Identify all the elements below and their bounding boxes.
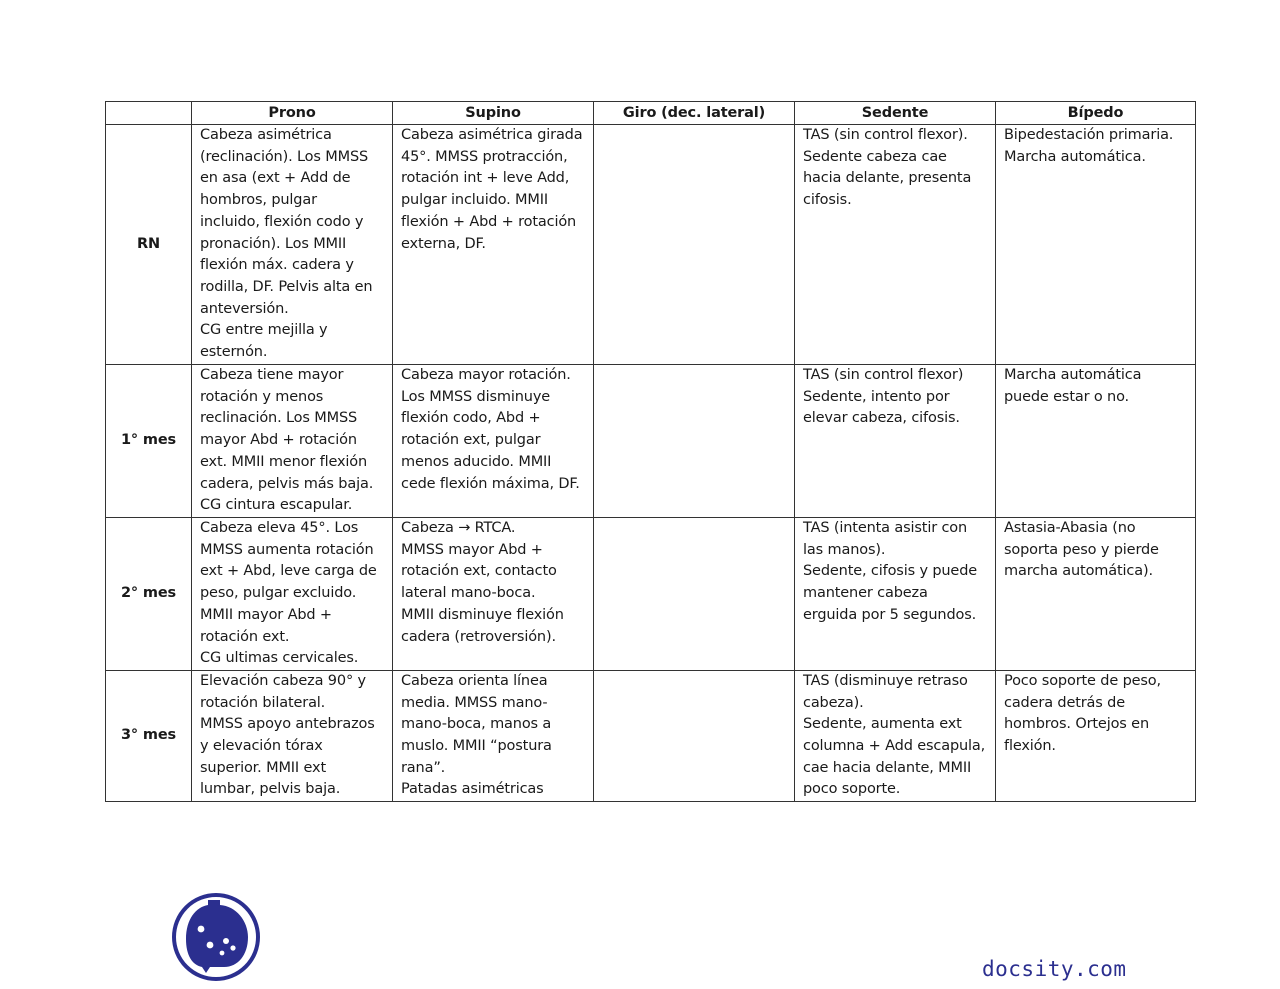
brand-link[interactable]: docsity.com [982, 957, 1127, 981]
table-header-row [106, 102, 1196, 125]
cell-bipedo: Poco soporte de peso, cadera detrás de hombros. Ortejos en flexión. [996, 670, 1196, 801]
cell-sedente: TAS (disminuye retraso cabeza). Sedente, aumenta ext columna + Add escapula, cae hacia delante, MMII poco soporte. [795, 670, 996, 801]
cell-giro [594, 518, 795, 671]
header-giro: Giro (dec. lateral) [594, 102, 795, 125]
cell-supino: Cabeza → RTCA. MMSS mayor Abd + rotación ext, contacto lateral mano-boca. MMII disminuye flexión cadera (retroversión). [393, 518, 594, 671]
cell-prono: Cabeza tiene mayor rotación y menos reclinación. Los MMSS mayor Abd + rotación ext. MMII menor flexión cadera, pelvis más baja. CG cintura escapular. [192, 365, 393, 518]
row-label: 2° mes [106, 518, 192, 671]
header-prono: Prono [192, 102, 393, 125]
cell-giro [594, 670, 795, 801]
row-label: RN [106, 125, 192, 365]
table-row [106, 365, 1196, 518]
cell-sedente: TAS (intenta asistir con las manos). Sedente, cifosis y puede mantener cabeza erguida por 5 segundos. [795, 518, 996, 671]
cell-sedente: TAS (sin control flexor) Sedente, intento por elevar cabeza, cifosis. [795, 365, 996, 518]
header-corner [106, 102, 192, 125]
header-bipedo: Bípedo [996, 102, 1196, 125]
row-label: 1° mes [106, 365, 192, 518]
cell-bipedo: Marcha automática puede estar o no. [996, 365, 1196, 518]
cell-bipedo: Bipedestación primaria. Marcha automática. [996, 125, 1196, 365]
cell-giro [594, 125, 795, 365]
cell-supino: Cabeza asimétrica girada 45°. MMSS protracción, rotación int + leve Add, pulgar incluido. MMII flexión + Abd + rotación externa, DF. [393, 125, 594, 365]
cell-prono: Elevación cabeza 90° y rotación bilateral. MMSS apoyo antebrazos y elevación tórax superior. MMII ext lumbar, pelvis baja. [192, 670, 393, 801]
cell-prono: Cabeza asimétrica (reclinación). Los MMSS en asa (ext + Add de hombros, pulgar incluido, flexión codo y pronación). Los MMII flexión máx. cadera y rodilla, DF. Pelvis alta en anteversión. CG entre mejilla y esternón. [192, 125, 393, 365]
header-supino: Supino [393, 102, 594, 125]
cell-prono: Cabeza eleva 45°. Los MMSS aumenta rotación ext + Abd, leve carga de peso, pulgar excluido. MMII mayor Abd + rotación ext. CG ultimas cervicales. [192, 518, 393, 671]
cell-supino: Cabeza mayor rotación. Los MMSS disminuye flexión codo, Abd + rotación ext, pulgar menos aducido. MMII cede flexión máxima, DF. [393, 365, 594, 518]
cell-giro [594, 365, 795, 518]
table-row [106, 670, 1196, 801]
header-sedente: Sedente [795, 102, 996, 125]
cell-sedente: TAS (sin control flexor). Sedente cabeza cae hacia delante, presenta cifosis. [795, 125, 996, 365]
table-row [106, 125, 1196, 365]
docsity-logo-icon[interactable] [170, 891, 262, 983]
table-row [106, 518, 1196, 671]
row-label: 3° mes [106, 670, 192, 801]
cell-supino: Cabeza orienta línea media. MMSS mano- mano-boca, manos a muslo. MMII “postura rana”. Patadas asimétricas [393, 670, 594, 801]
development-table [105, 101, 1196, 802]
cell-bipedo: Astasia-Abasia (no soporta peso y pierde marcha automática). [996, 518, 1196, 671]
